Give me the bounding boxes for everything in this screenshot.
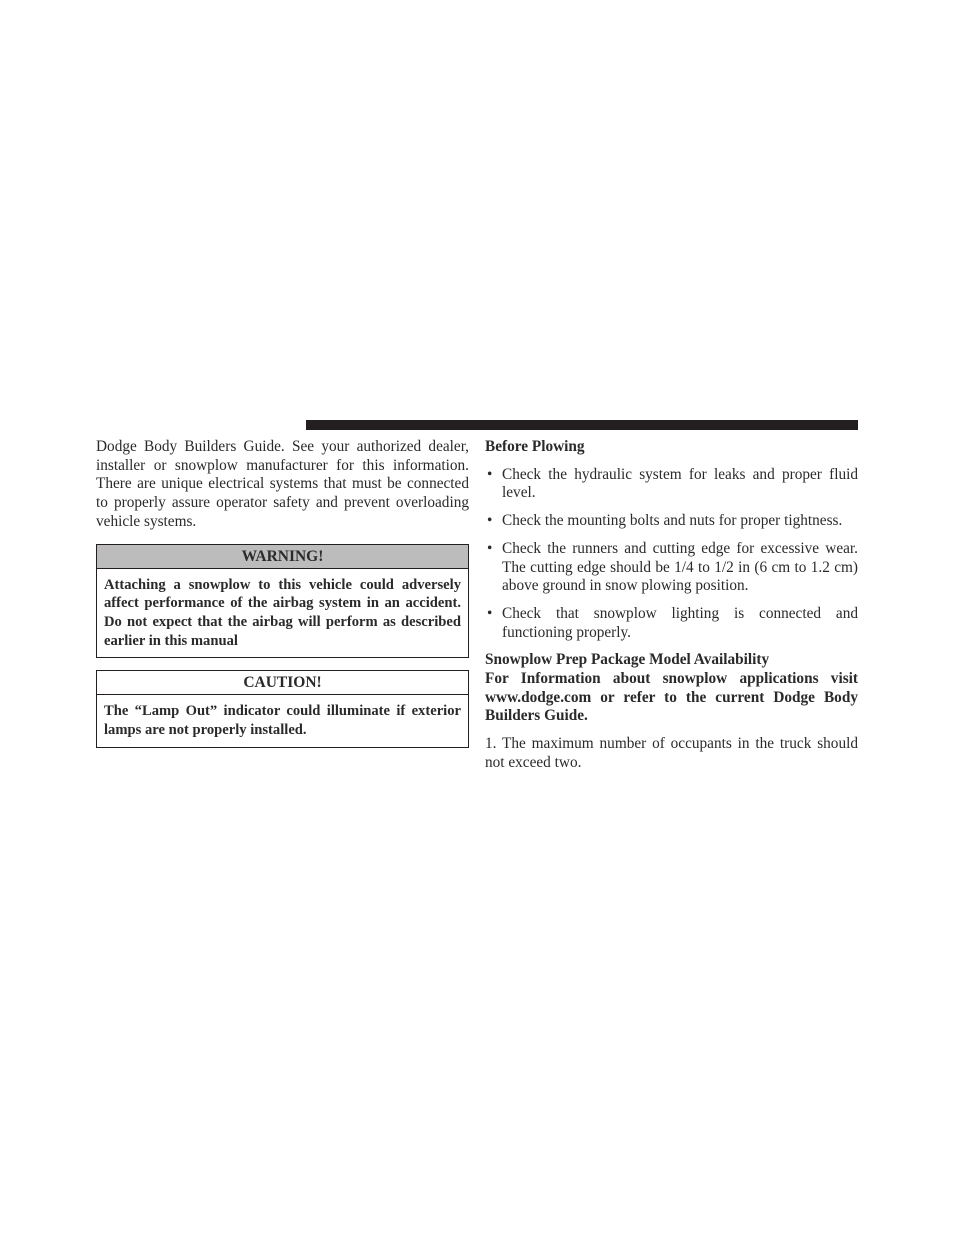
before-plowing-heading: Before Plowing xyxy=(485,438,585,455)
intro-paragraph: Dodge Body Builders Guide. See your authorized dealer, installer or snowplow manufacturer for this information. There are unique electrical systems that must be connected to properly assure operator safety and prevent overloading vehicle systems. xyxy=(96,438,469,530)
before-plowing-list xyxy=(485,466,858,643)
availability-info: For Information about snowplow applications visit www.dodge.com or refer to the current Dodge Body Builders Guide. xyxy=(485,670,858,725)
caution-title: CAUTION! xyxy=(97,671,468,695)
footnote: 1. The maximum number of occupants in the truck should not exceed two. xyxy=(485,735,858,771)
warning-box xyxy=(96,544,469,659)
list-item-text: Check the mounting bolts and nuts for proper tightness. xyxy=(502,512,843,530)
list-item xyxy=(485,540,858,596)
list-item-text: Check that snowplow lighting is connected and functioning properly. xyxy=(502,604,858,641)
warning-text: Attaching a snowplow to this vehicle could adversely affect performance of the airbag system in an accident. Do not expect that the airbag will perform as described earlier in this manual xyxy=(104,576,461,649)
bullet-icon: • xyxy=(487,512,493,530)
right-column xyxy=(485,438,858,773)
bullet-icon: • xyxy=(487,539,493,557)
list-item xyxy=(485,512,858,531)
caution-box xyxy=(96,670,469,747)
warning-title: WARNING! xyxy=(97,545,468,569)
list-item-text: Check the hydraulic system for leaks and proper fluid level. xyxy=(502,465,858,502)
availability-heading: Snowplow Prep Package Model Availability xyxy=(485,651,770,669)
left-column xyxy=(96,438,469,760)
list-item xyxy=(485,466,858,503)
caution-text: The “Lamp Out” indicator could illuminate if exterior lamps are not properly installed. xyxy=(104,703,461,739)
list-item-text: Check the runners and cutting edge for excessive wear. The cutting edge should be 1/4 to 1/2 in (6 cm to 1.2 cm) above ground in snow plowing position. xyxy=(502,539,858,595)
bullet-icon: • xyxy=(487,465,493,483)
list-item xyxy=(485,605,858,642)
bullet-icon: • xyxy=(487,604,493,622)
section-header-bar xyxy=(306,420,858,430)
